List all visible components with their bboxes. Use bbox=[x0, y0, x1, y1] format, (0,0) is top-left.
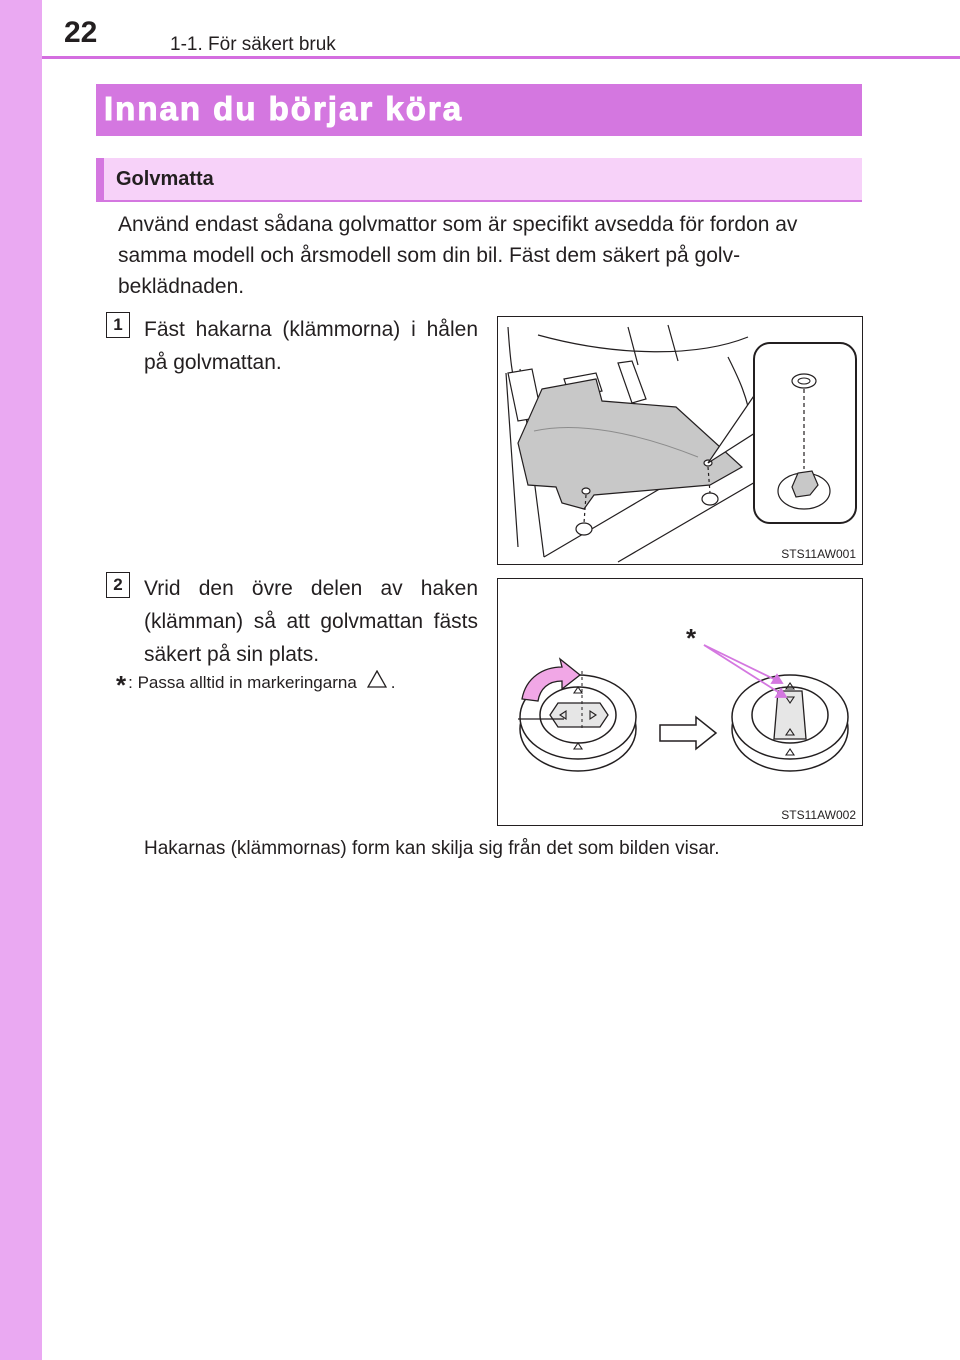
marker-note-end: . bbox=[390, 673, 396, 692]
page-number: 22 bbox=[64, 16, 98, 49]
subsection-accent bbox=[96, 158, 104, 202]
hook-rotation-illustration bbox=[498, 579, 862, 825]
marker-note bbox=[116, 664, 396, 700]
transition-arrow-icon bbox=[660, 717, 716, 749]
figure-hook-rotation bbox=[497, 578, 863, 826]
side-tab-band bbox=[0, 0, 42, 1360]
step-text-2: Vrid den övre delen av haken (klämman) så att golvmattan fästs säkert på sin plats. bbox=[144, 577, 478, 666]
figure-asterisk: * bbox=[686, 623, 697, 653]
floor-mat-illustration bbox=[498, 317, 862, 564]
figure-floor-mat bbox=[497, 316, 863, 565]
section-title: Innan du börjar köra bbox=[104, 90, 464, 127]
figure-code-2: STS11AW002 bbox=[781, 808, 856, 822]
step-number-2: 2 bbox=[106, 572, 130, 598]
chapter-heading: 1-1. För säkert bruk bbox=[170, 34, 336, 55]
intro-paragraph: Använd endast sådana golvmattor som är specifikt avsedda för fordon av samma modell och årsmodell som din bil. Fäst dem säkert på golv-beklädnaden. bbox=[118, 213, 798, 298]
asterisk-marker: * bbox=[116, 670, 127, 700]
step-text-1: Fäst hakarna (klämmorna) i hålen på golvmattan. bbox=[144, 318, 478, 374]
shape-footnote: Hakarnas (klämmornas) form kan skilja sig från det som bilden visar. bbox=[144, 838, 720, 859]
figure-code-1: STS11AW001 bbox=[781, 547, 856, 561]
triangle-mark-icon bbox=[367, 670, 387, 688]
subsection-title: Golvmatta bbox=[116, 168, 214, 190]
marker-note-text: : Passa alltid in markeringarna bbox=[128, 673, 357, 692]
header-rule bbox=[42, 56, 960, 59]
step-number-1: 1 bbox=[106, 312, 130, 338]
